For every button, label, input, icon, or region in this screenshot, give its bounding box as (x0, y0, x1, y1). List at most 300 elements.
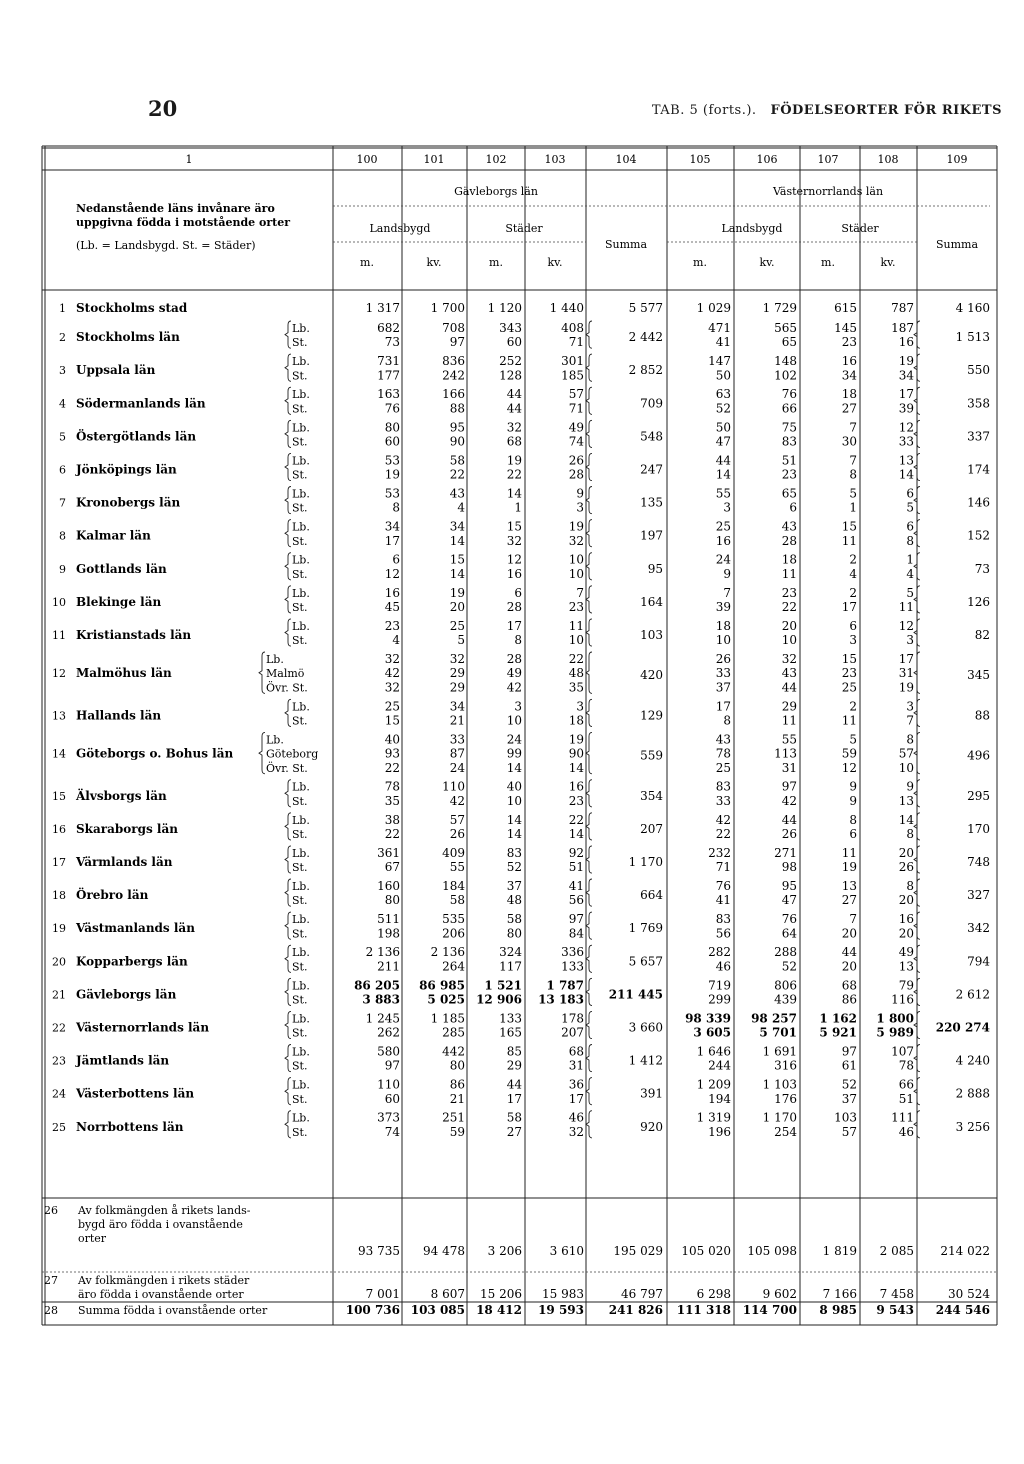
table-cell: 147 (708, 354, 731, 369)
table-cell: 1 (849, 500, 857, 515)
row-sublabel: Lb. (292, 586, 310, 600)
subheading-stader: Städer (505, 222, 543, 235)
table-cell: 12 (506, 552, 522, 567)
table-cell: 116 (891, 992, 914, 1007)
table-cell: 24 (449, 760, 465, 775)
table-cell: 15 (449, 552, 465, 567)
row-sublabel: St. (292, 993, 308, 1007)
brace-mark (259, 652, 265, 693)
table-cell: 51 (898, 1091, 914, 1106)
brace-mark (586, 1111, 592, 1138)
table-cell: 9 (723, 566, 731, 581)
brace-mark (285, 912, 291, 939)
table-cell-sum: 220 274 (935, 1020, 990, 1035)
table-cell: 133 (499, 1011, 522, 1026)
table-cell: 50 (715, 368, 731, 383)
table-cell-total: 8 985 (819, 1303, 857, 1317)
table-cell: 52 (841, 1077, 857, 1092)
table-cell-total: 111 318 (676, 1303, 731, 1317)
table-cell: 5 989 (876, 1025, 914, 1040)
table-cell: 8 (514, 633, 522, 648)
brace-mark (285, 780, 291, 807)
brace-mark (586, 1078, 592, 1105)
table-cell-sum: 73 (974, 561, 990, 576)
row-sublabel: St. (292, 336, 308, 350)
row-number: 9 (59, 562, 66, 576)
table-cell: 21 (449, 713, 465, 728)
table-cell: 22 (506, 467, 522, 482)
table-cell: 282 (708, 945, 731, 960)
table-cell: 439 (774, 992, 797, 1007)
table-cell: 20 (449, 600, 465, 614)
table-cell: 1 029 (696, 301, 731, 315)
table-cell: 24 (506, 732, 522, 747)
table-cell: 36 (568, 1077, 584, 1092)
table-cell: 14 (568, 760, 584, 775)
table-cell: 22 (384, 827, 400, 841)
table-cell: 43 (781, 666, 797, 681)
table-cell: 65 (781, 335, 797, 350)
table-cell: 58 (506, 912, 522, 927)
table-cell: 12 906 (476, 992, 522, 1007)
table-cell: 7 (723, 585, 731, 600)
subheading-landsbygd: Landsbygd (369, 222, 431, 235)
row-number: 2 (59, 331, 66, 345)
subheading-m: m. (821, 256, 835, 269)
table-cell: 42 (384, 666, 400, 681)
table-cell: 17 (898, 652, 914, 666)
table-cell: 52 (506, 860, 522, 875)
group-heading-gavleborg: Gävleborgs län (454, 185, 538, 198)
table-cell: 97 (384, 1058, 400, 1073)
table-cell: 32 (449, 652, 465, 666)
table-cell: 55 (781, 732, 797, 747)
footer-label: Summa födda i ovanstående orter (78, 1304, 268, 1317)
table-cell-total: 1 819 (822, 1244, 857, 1258)
table-cell: 14 (568, 827, 584, 841)
table-cell: 33 (715, 666, 731, 681)
table-cell-total: 15 206 (480, 1287, 522, 1301)
row-sublabel: St. (292, 894, 308, 908)
table-cell: 1 691 (762, 1044, 797, 1059)
table-cell: 10 (898, 760, 914, 775)
table-cell: 93 (384, 746, 400, 761)
table-cell: 20 (781, 618, 797, 633)
table-cell: 87 (449, 746, 465, 761)
row-label: Kalmar län (76, 528, 151, 543)
table-cell: 86 (841, 992, 857, 1007)
table-cell: 2 136 (365, 945, 400, 960)
row-number: 17 (52, 856, 66, 869)
row-sublabel: St. (292, 1092, 308, 1106)
table-cell: 731 (377, 354, 400, 369)
table-cell: 103 (834, 1110, 857, 1125)
table-cell: 22 (384, 760, 400, 775)
table-cell: 1 170 (762, 1110, 797, 1125)
row-label: Kopparbergs län (76, 954, 188, 969)
table-cell: 34 (449, 519, 465, 534)
row-sublabel: St. (292, 468, 308, 482)
table-cell-total: 9 602 (762, 1287, 797, 1301)
subheading-stader: Städer (841, 222, 879, 235)
table-cell: 17 (384, 533, 400, 548)
table-cell: 45 (384, 600, 400, 614)
table-cell: 17 (506, 618, 522, 633)
table-cell: 3 (514, 699, 522, 714)
table-cell: 254 (774, 1124, 797, 1139)
table-cell: 57 (841, 1124, 857, 1139)
brace-mark (586, 945, 592, 972)
table-cell-sum: 337 (967, 429, 990, 444)
subheading-kv: kv. (547, 256, 563, 269)
table-cell-sum: 420 (640, 668, 663, 683)
table-cell: 10 (568, 566, 584, 581)
table-cell: 3 (723, 500, 731, 515)
table-reference: TAB. 5 (forts.). (651, 103, 757, 118)
table-cell-sum: 152 (967, 528, 990, 543)
table-cell: 41 (715, 893, 731, 908)
table-cell: 5 (457, 633, 465, 648)
table-cell: 13 (898, 793, 914, 808)
table-cell: 3 (906, 699, 914, 714)
table-cell: 95 (449, 420, 465, 435)
table-cell: 128 (499, 368, 522, 383)
table-cell: 17 (568, 1091, 584, 1106)
table-cell: 20 (898, 845, 914, 860)
table-cell: 6 (849, 618, 857, 633)
table-cell-sum: 197 (640, 528, 663, 543)
row-label: Stockholms stad (76, 301, 188, 315)
table-cell: 98 339 (685, 1011, 731, 1026)
table-cell-sum: 295 (967, 788, 990, 803)
table-cell: 47 (781, 893, 797, 908)
table-cell: 251 (442, 1110, 465, 1125)
table-cell: 22 (781, 600, 797, 614)
table-cell: 92 (568, 845, 584, 860)
row-number: 13 (52, 709, 66, 723)
row-label: Göteborgs o. Bohus län (76, 746, 234, 761)
table-cell: 18 (781, 552, 797, 567)
table-cell: 58 (449, 453, 465, 468)
table-cell-total: 195 029 (613, 1244, 663, 1258)
table-cell-sum: 4 240 (955, 1053, 990, 1068)
table-cell: 19 (506, 453, 522, 468)
table-cell: 86 205 (354, 978, 400, 993)
table-cell: 48 (568, 666, 584, 681)
table-cell: 242 (442, 368, 465, 383)
brace-mark (285, 453, 291, 480)
table-cell: 31 (568, 1058, 584, 1073)
table-cell: 42 (506, 680, 522, 695)
table-cell: 44 (506, 387, 522, 402)
table-cell: 65 (781, 486, 797, 501)
stub-heading: (Lb. = Landsbygd. St. = Städer) (76, 239, 256, 252)
table-cell: 83 (715, 779, 731, 794)
table-cell-sum: 126 (967, 594, 990, 609)
row-number: 26 (44, 1204, 58, 1217)
table-cell-sum: 5 657 (628, 954, 663, 969)
brace-mark (285, 1078, 291, 1105)
table-cell: 86 985 (419, 978, 465, 993)
table-cell: 373 (377, 1110, 400, 1125)
table-cell: 34 (384, 519, 400, 534)
table-cell: 11 (568, 618, 584, 633)
row-number: 23 (52, 1054, 66, 1068)
table-cell: 14 (898, 812, 914, 827)
table-cell-total: 105 098 (747, 1244, 797, 1258)
row-sublabel: St. (292, 634, 308, 648)
table-cell: 9 (849, 793, 857, 808)
row-sublabel: St. (292, 794, 308, 808)
brace-mark (586, 912, 592, 939)
row-label: Hallands län (76, 708, 162, 723)
table-cell: 16 (715, 533, 731, 548)
brace-mark (285, 1011, 291, 1038)
table-cell: 7 (849, 912, 857, 927)
row-label: Södermanlands län (76, 396, 206, 411)
row-label: Jönköpings län (76, 462, 177, 477)
brace-mark (586, 520, 592, 547)
table-cell: 74 (568, 434, 584, 449)
subheading-m: m. (693, 256, 707, 269)
row-number: 25 (52, 1120, 66, 1134)
table-cell: 46 (898, 1124, 914, 1139)
table-cell: 1 (514, 500, 522, 515)
table-cell: 14 (715, 467, 731, 482)
table-cell: 40 (506, 779, 522, 794)
row-sublabel: Lb. (292, 913, 310, 927)
table-cell: 271 (774, 845, 797, 860)
brace-mark (586, 1011, 592, 1038)
table-cell: 1 319 (696, 1110, 731, 1125)
row-number: 11 (52, 629, 66, 642)
table-cell-sum: 82 (974, 628, 990, 642)
brace-mark (285, 387, 291, 414)
table-cell-total: 18 412 (476, 1303, 522, 1317)
table-cell: 244 (708, 1058, 731, 1073)
table-cell-sum: 164 (640, 594, 663, 609)
table-cell: 20 (841, 959, 857, 974)
table-cell: 20 (898, 926, 914, 941)
row-label: Örebro län (76, 888, 149, 903)
table-cell: 68 (568, 1044, 584, 1059)
row-sublabel: Lb. (292, 979, 310, 993)
table-cell: 11 (781, 566, 797, 581)
table-cell: 13 (898, 959, 914, 974)
row-sublabel: St. (292, 501, 308, 515)
stub-heading: Nedanstående läns invånare äro (76, 202, 275, 215)
table-cell: 16 (898, 335, 914, 350)
table-cell: 336 (561, 945, 584, 960)
table-cell-total: 100 736 (345, 1303, 400, 1317)
table-cell: 76 (781, 387, 797, 402)
table-cell: 22 (568, 812, 584, 827)
table-cell: 78 (898, 1058, 914, 1073)
table-cell-sum: 1 769 (628, 921, 663, 936)
table-cell: 2 (849, 552, 857, 567)
table-cell: 66 (898, 1077, 914, 1092)
table-cell: 99 (506, 746, 522, 761)
table-cell: 3 (576, 699, 584, 714)
row-sublabel: St. (292, 828, 308, 841)
table-cell: 59 (449, 1124, 465, 1139)
table-cell: 10 (781, 633, 797, 648)
table-cell: 29 (449, 680, 465, 695)
table-cell: 25 (715, 519, 731, 534)
row-number: 6 (59, 463, 66, 477)
table-cell: 5 (849, 486, 857, 501)
table-cell: 79 (898, 978, 914, 993)
brace-mark (586, 453, 592, 480)
table-cell: 24 (715, 552, 731, 567)
table-cell: 28 (781, 533, 797, 548)
table-cell: 57 (568, 387, 584, 402)
table-cell: 580 (377, 1044, 400, 1059)
table-cell: 39 (898, 401, 914, 416)
row-sublabel: Lb. (292, 1078, 310, 1092)
column-number: 109 (946, 153, 968, 166)
table-cell: 19 (898, 354, 914, 369)
brace-mark (586, 387, 592, 414)
table-cell: 113 (774, 746, 797, 761)
table-cell: 17 (898, 387, 914, 402)
table-cell: 44 (841, 945, 857, 960)
table-cell-sum: 550 (967, 363, 990, 378)
table-cell: 28 (506, 652, 522, 666)
row-label: Kristianstads län (76, 628, 192, 642)
table-cell: 1 521 (484, 978, 522, 993)
table-cell: 211 (377, 959, 400, 974)
table-cell: 511 (377, 912, 400, 927)
table-cell: 31 (898, 666, 914, 681)
table-cell: 60 (384, 1091, 400, 1106)
row-sublabel: Lb. (292, 619, 310, 633)
row-label: Västerbottens län (76, 1086, 195, 1101)
table-cell-sum: 88 (974, 708, 990, 723)
table-cell: 86 (449, 1077, 465, 1092)
table-cell: 117 (499, 959, 522, 974)
row-sublabel: Lb. (292, 1111, 310, 1125)
table-cell: 63 (715, 387, 731, 402)
table-cell: 22 (715, 827, 731, 841)
table-cell: 8 (906, 827, 914, 841)
table-cell: 252 (499, 354, 522, 369)
brace-mark (285, 586, 291, 613)
table-cell-sum: 345 (967, 668, 990, 683)
row-number: 27 (44, 1274, 58, 1287)
table-cell: 27 (506, 1124, 522, 1139)
brace-mark (586, 652, 592, 693)
row-sublabel: Lb. (292, 520, 310, 534)
table-cell: 1 787 (546, 978, 584, 993)
table-cell: 32 (384, 652, 400, 666)
table-cell: 361 (377, 845, 400, 860)
table-cell: 32 (506, 533, 522, 548)
table-cell: 74 (384, 1124, 400, 1139)
table-cell-total: 9 543 (876, 1303, 914, 1317)
table-cell: 10 (715, 633, 731, 648)
brace-mark (285, 846, 291, 873)
table-cell: 3 (576, 500, 584, 515)
table-cell: 708 (442, 321, 465, 335)
table-cell: 806 (774, 978, 797, 993)
brace-mark (586, 586, 592, 613)
table-cell: 7 (906, 713, 914, 728)
table-cell: 18 (841, 387, 857, 402)
row-sublabel: St. (292, 534, 308, 548)
table-cell: 98 (781, 860, 797, 875)
table-cell: 8 (906, 879, 914, 893)
table-cell: 51 (781, 453, 797, 468)
row-number: 21 (52, 988, 66, 1002)
table-cell: 66 (781, 401, 797, 416)
table-cell: 133 (561, 959, 584, 974)
table-cell: 1 162 (819, 1011, 857, 1026)
table-cell: 32 (568, 533, 584, 548)
column-number: 108 (877, 153, 899, 166)
table-cell: 46 (568, 1110, 584, 1125)
table-cell: 83 (506, 845, 522, 860)
table-cell: 15 (384, 713, 400, 728)
table-cell: 34 (449, 699, 465, 714)
table-cell: 177 (377, 368, 400, 383)
table-cell-sum: 664 (640, 888, 663, 903)
table-cell-sum: 1 170 (628, 855, 663, 869)
table-cell: 232 (708, 845, 731, 860)
row-number: 18 (52, 889, 66, 903)
subheading-kv: kv. (759, 256, 775, 269)
table-cell: 16 (384, 585, 400, 600)
brace-mark (285, 813, 291, 840)
table-cell: 25 (841, 680, 857, 695)
table-cell: 4 (849, 566, 857, 581)
table-cell-total: 241 826 (608, 1303, 663, 1317)
row-label: Uppsala län (76, 363, 156, 378)
table-cell: 44 (506, 401, 522, 416)
table-cell: 42 (715, 812, 731, 827)
table-cell: 51 (568, 860, 584, 875)
brace-mark (586, 354, 592, 381)
table-cell-sum: 2 442 (628, 330, 663, 345)
table-cell: 5 921 (819, 1025, 857, 1040)
table-cell-total: 103 085 (410, 1303, 465, 1317)
row-label: Gävleborgs län (76, 987, 177, 1002)
brace-mark (285, 1111, 291, 1138)
table-cell: 97 (841, 1044, 857, 1059)
table-cell: 5 701 (759, 1025, 797, 1040)
table-cell: 8 (906, 533, 914, 548)
brace-mark (586, 619, 592, 646)
row-label: Västernorrlands län (76, 1020, 210, 1035)
row-sublabel: Lb. (292, 322, 310, 335)
table-cell: 16 (841, 354, 857, 369)
table-cell: 60 (506, 335, 522, 350)
table-cell: 194 (708, 1091, 731, 1106)
table-cell: 535 (442, 912, 465, 927)
row-number: 20 (52, 955, 66, 969)
table-cell-total: 46 797 (621, 1287, 663, 1301)
table-cell: 19 (898, 680, 914, 695)
table-cell: 25 (449, 618, 465, 633)
table-cell-sum: 559 (640, 748, 663, 763)
row-sublabel: Lb. (292, 487, 310, 501)
row-label: Gottlands län (76, 561, 167, 576)
table-cell-sum: 3 256 (955, 1119, 990, 1134)
table-cell-sum: 247 (640, 462, 663, 477)
table-cell: 836 (442, 354, 465, 369)
table-cell: 110 (442, 779, 465, 794)
row-label: Värmlands län (76, 855, 173, 869)
